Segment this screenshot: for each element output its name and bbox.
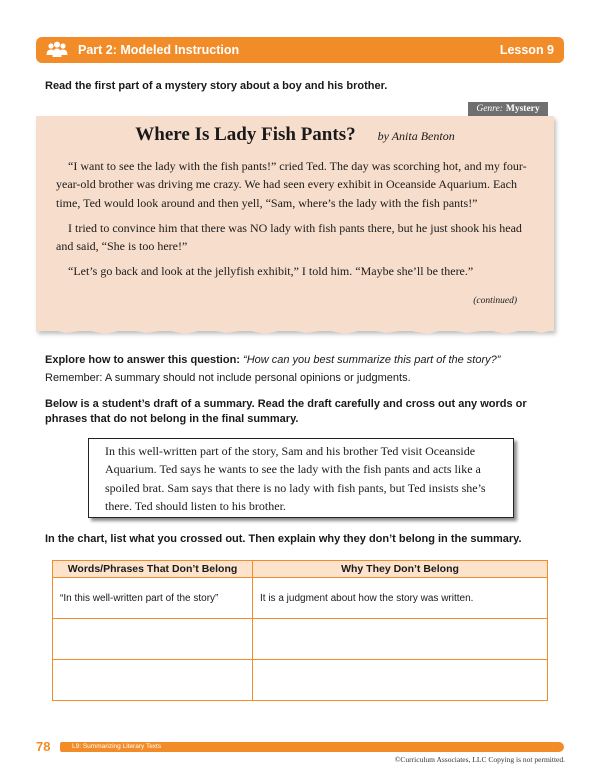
page-footer [36,741,564,753]
part-title: Part 2: Modeled Instruction [78,43,240,57]
story-paragraph: “I want to see the lady with the fish pants!” cried Ted. The day was scorching hot, and my four-year-old brother was driving me crazy. We had seen every exhibit in Oceanside Aquarium. Each time, Ted would look around and then yell, “Sam, where’s the lady with the fish pants!” [56,159,527,210]
torn-edge [36,324,554,336]
chart-header-row [53,561,548,578]
story-title: Where Is Lady Fish Pants? [135,124,356,145]
chart-instruction: In the chart, list what you crossed out. Then explain why they don’t belong in the summary. [45,533,522,545]
chart-row [53,660,548,701]
chart-cell-why[interactable] [253,619,548,660]
answer-chart [52,560,548,701]
explore-question-line [45,351,500,369]
genre-label: Genre: [476,104,503,114]
chart-header-why: Why They Don’t Belong [253,561,548,578]
chart-cell-words[interactable]: “In this well-written part of the story” [53,578,253,619]
chart-cell-words[interactable] [53,660,253,701]
story-paragraph: I tried to convince him that there was NO lady with fish pants there, but he just shook his head and said, “She is too here!” [56,220,522,254]
story-passage [36,116,554,331]
explore-section [45,351,500,387]
explore-reminder: Remember: A summary should not include personal opinions or judgments. [45,372,411,384]
lesson-number: Lesson 9 [499,43,554,57]
chart-row [53,619,548,660]
story-body [56,157,534,288]
chart-row [53,578,548,619]
genre-tag [468,102,548,116]
chart-cell-why[interactable]: It is a judgment about how the story was written. [253,578,548,619]
page-number: 78 [36,739,51,754]
lesson-header [36,37,564,63]
student-draft: In this well-written part of the story, Sam and his brother Ted visit Oceanside Aquarium. Ted says he wants to see the lady with the fish pants and acts like a spoiled brat. Sam says that there is no lady with fish pants, but Ted insists she’s there. Ted should listen to his brother. [88,438,514,518]
copyright-notice: ©Curriculum Associates, LLC Copying is not permitted. [394,755,565,764]
intro-instruction: Read the first part of a mystery story about a boy and his brother. [45,80,388,92]
footer-section-label: L9: Summarizing Literary Texts [60,742,564,752]
story-author: by Anita Benton [377,129,455,143]
story-heading [36,124,554,146]
explore-lead: Explore how to answer this question: [45,354,240,366]
genre-value: Mystery [505,104,540,114]
chart-cell-words[interactable] [53,619,253,660]
explore-question: “How can you best summarize this part of the story?” [243,354,501,366]
continued-note: (continued) [473,296,517,306]
story-paragraph: “Let’s go back and look at the jellyfish exhibit,” I told him. “Maybe she’ll be there.” [68,264,474,279]
chart-header-words: Words/Phrases That Don’t Belong [53,561,253,578]
chart-cell-why[interactable] [253,660,548,701]
group-icon [44,40,70,60]
draft-instruction: Below is a student’s draft of a summary. Read the draft carefully and cross out any words or phrases that do not belong in the final summary. [45,398,527,425]
